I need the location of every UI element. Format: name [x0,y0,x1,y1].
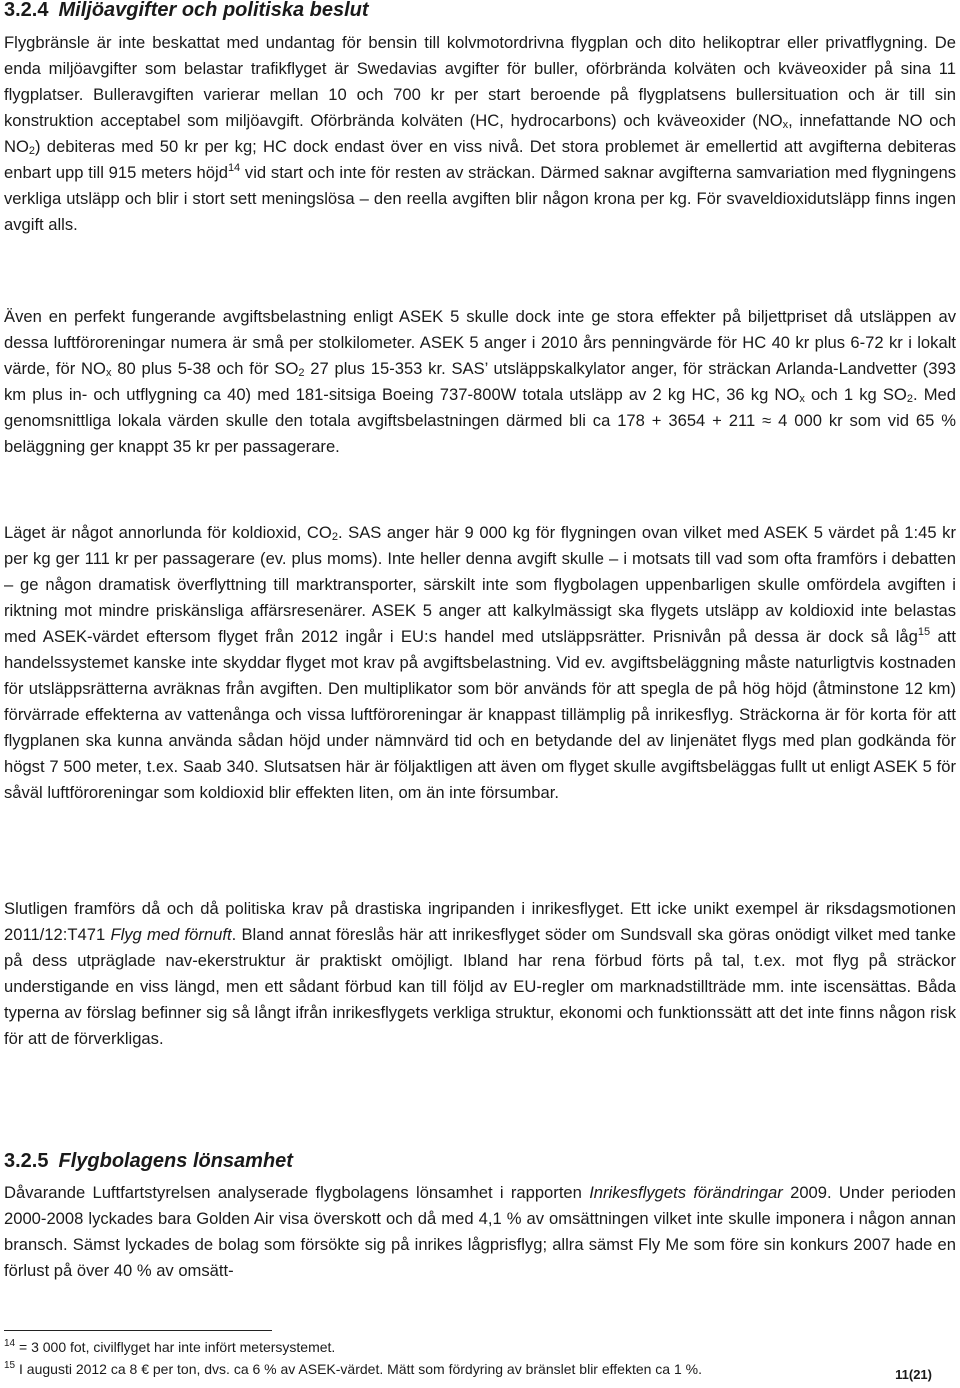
italic-title: Inrikesflygets förändringar [589,1183,783,1202]
text-run: , innefattande NO och NO [4,111,957,156]
subscript: x [799,393,805,405]
subscript: x [105,367,112,379]
paragraph-profitability [4,1180,956,1284]
text-run: . Bland annat föreslås här att inrikesflyget söder om Sundsvall ska göras onödigt vilket med tanke på dess utpräglade nav-ekerstruktur är praktiskt omöjligt. Ibland har rena förbud förts på tal, t.ex. mot flyg på sträckor understigande en viss längd, men ett sådant förbud kan till följd av EU-regler om marknadstillträde mm. inte iscensättas. Båda typerna av förslag befinner sig så långt ifrån inrikesflygets verkliga struktur, ekonomi och funktionssätt att det inte finns någon risk för att de förverkligas. [4,925,956,1048]
text-run: 27 plus 15-353 kr. SAS’ utsläppskalkylator anger, för sträckan Arlanda-Landvetter (393 km plus in- och utflygning ca 40) med 181-sitsiga Boeing 737-800W totala utsläpp av 2 kg HC, 36 kg NO [4,359,956,404]
section-number: 3.2.5 [4,1150,49,1172]
paragraph-asek5-fees [4,304,956,460]
text-run: . Med genomsnittliga lokala värden skulle den totala avgiftsbelastningen därmed bli ca 178 + 3654 + 211 ≈ 4 000 kr som vid 65 % beläggning ger knappt 35 kr per passagerare. [4,385,956,456]
section-title: Flygbolagens lönsamhet [58,1150,293,1172]
text-run: och 1 kg SO [804,385,907,404]
section-heading-3-2-5 [4,1148,293,1174]
subscript: 2 [28,145,36,157]
footnote-14 [4,1338,335,1356]
paragraph-political-demands [4,896,956,1052]
footnote-separator [4,1330,272,1331]
paragraph-environmental-fees [4,30,956,238]
text-run: att handelssystemet kanske inte skyddar flyget mot krav på avgiftsbelastning. Vid ev. avgiftsbeläggning måste naturligtvis kostnaden för utsläppsrätterna avräknas från avgiften. Den multiplikator som bör används för att spegla de på hög höjd (åtminstone 12 km) förvärrade effekterna av vattenånga och vissa luftföroreningar är knappast tillämplig på inrikesflyg. Sträckorna är för korta för att flygplanen ska kunna använda sådan höjd under nämnvärd tid och en betydande del av linjenätet flygs med plan godkända för högst 7 500 meter, t.ex. Saab 340. Slutsatsen här är följaktligen att även om flyget skulle avgiftsbeläggas fullt ut enligt ASEK 5 för såväl luftföroreningar som koldioxid blir effekten liten, om än inte försumbar. [4,627,957,802]
subscript: 2 [331,531,338,543]
text-run: Även en perfekt fungerande avgiftsbelastning enligt ASEK 5 skulle dock inte ge stora effekter på biljettpriset då utsläppen av dessa luftföroreningar numera är små per stolkilometer. ASEK 5 anger i 2010 års penningvärde för HC 40 kr plus 6-72 kr i lokalt värde, för NO [4,307,956,378]
section-title: Miljöavgifter och politiska beslut [58,0,369,21]
text-run: ) debiteras med 50 kr per kg; HC dock endast över en viss nivå. Det stora problemet är emellertid att avgifterna debiteras enbart upp till 915 meters höjd [4,137,956,182]
subscript: 2 [906,393,913,405]
text-run: Dåvarande Luftfartstyrelsen analyserade flygbolagens lönsamhet i rapporten [4,1183,590,1202]
footnote-text: = 3 000 fot, civilflyget har inte infört metersystemet. [15,1339,336,1355]
footnote-ref-15[interactable]: 15 [917,626,931,638]
page-number: 11(21) [895,1367,932,1382]
footnote-ref-14[interactable]: 14 [227,162,241,174]
section-number: 3.2.4 [4,0,49,21]
text-run: 80 plus 5-38 och för SO [111,359,299,378]
text-run: . SAS anger här 9 000 kg för flygningen ovan vilket med ASEK 5 värdet på 1:45 kr per kg ger 111 kr per passagerare (ev. plus moms). Inte heller denna avgift skulle – i motsats till vad som ofta framförs i debatten – ge någon dramatisk överflyttning till marktransporter, särskilt inte som flygbolagen uppenbarligen skulle omfördela avgiften i riktning mot mindre priskänsliga affärsresenärer. ASEK 5 anger att kalkylmässigt ska flygets utsläpp av koldioxid inte belastas med ASEK-värdet eftersom flyget från 2012 ingår i EU:s handel med utsläppsrätter. Prisnivån på dessa är dock så låg [4,523,956,646]
subscript: x [782,119,789,131]
footnote-mark: 15 [4,1360,16,1371]
footnote-mark: 14 [4,1338,16,1349]
paragraph-carbon-dioxide [4,520,956,806]
footnote-15 [4,1360,702,1378]
italic-title: Flyg med förnuft [110,925,232,944]
text-run: Slutligen framförs då och då politiska krav på drastiska ingripanden i inrikesflyget. Ett icke unikt exempel är riksdagsmotionen 2011/12:T471 [4,899,956,944]
subscript: 2 [298,367,305,379]
section-heading-3-2-4 [4,0,369,23]
text-run: 2009. Under perioden 2000-2008 lyckades bara Golden Air visa överskott och då med 4,1 % av omsättningen vilket inte skulle imponera i någon annan bransch. Sämst lyckades de bolag som försökte sig på inrikes lågprisflyg; allra sämst Fly Me som före sin konkurs 2007 hade en förlust på över 40 % av omsätt- [4,1183,956,1280]
text-run: Flygbränsle är inte beskattat med undantag för bensin till kolvmotordrivna flygplan och dito helikoptrar eller privatflygning. De enda miljöavgifter som belastar trafikflyget är Swedavias avgifter för buller, oförbrända kolväten och kväveoxider på sina 11 flygplatser. Bulleravgiften varierar mellan 10 och 700 kr per start beroende på flygplatsens bullersituation och är till sin konstruktion acceptabel som miljöavgift. Oförbrända kolväten (HC, hydrocarbons) och kväveoxider (NO [4,33,956,130]
text-run: vid start och inte för resten av sträckan. Därmed saknar avgifterna samvariation med flygningens verkliga utsläpp och blir i stort sett meningslösa – den reella avgiften blir någon krona per kg. För svaveldioxidutsläpp finns ingen avgift alls. [4,163,956,234]
footnote-text: I augusti 2012 ca 8 € per ton, dvs. ca 6 % av ASEK-värdet. Mätt som fördyring av bränslet blir effekten ca 1 %. [15,1361,702,1377]
text-run: Läget är något annorlunda för koldioxid, CO [4,523,332,542]
